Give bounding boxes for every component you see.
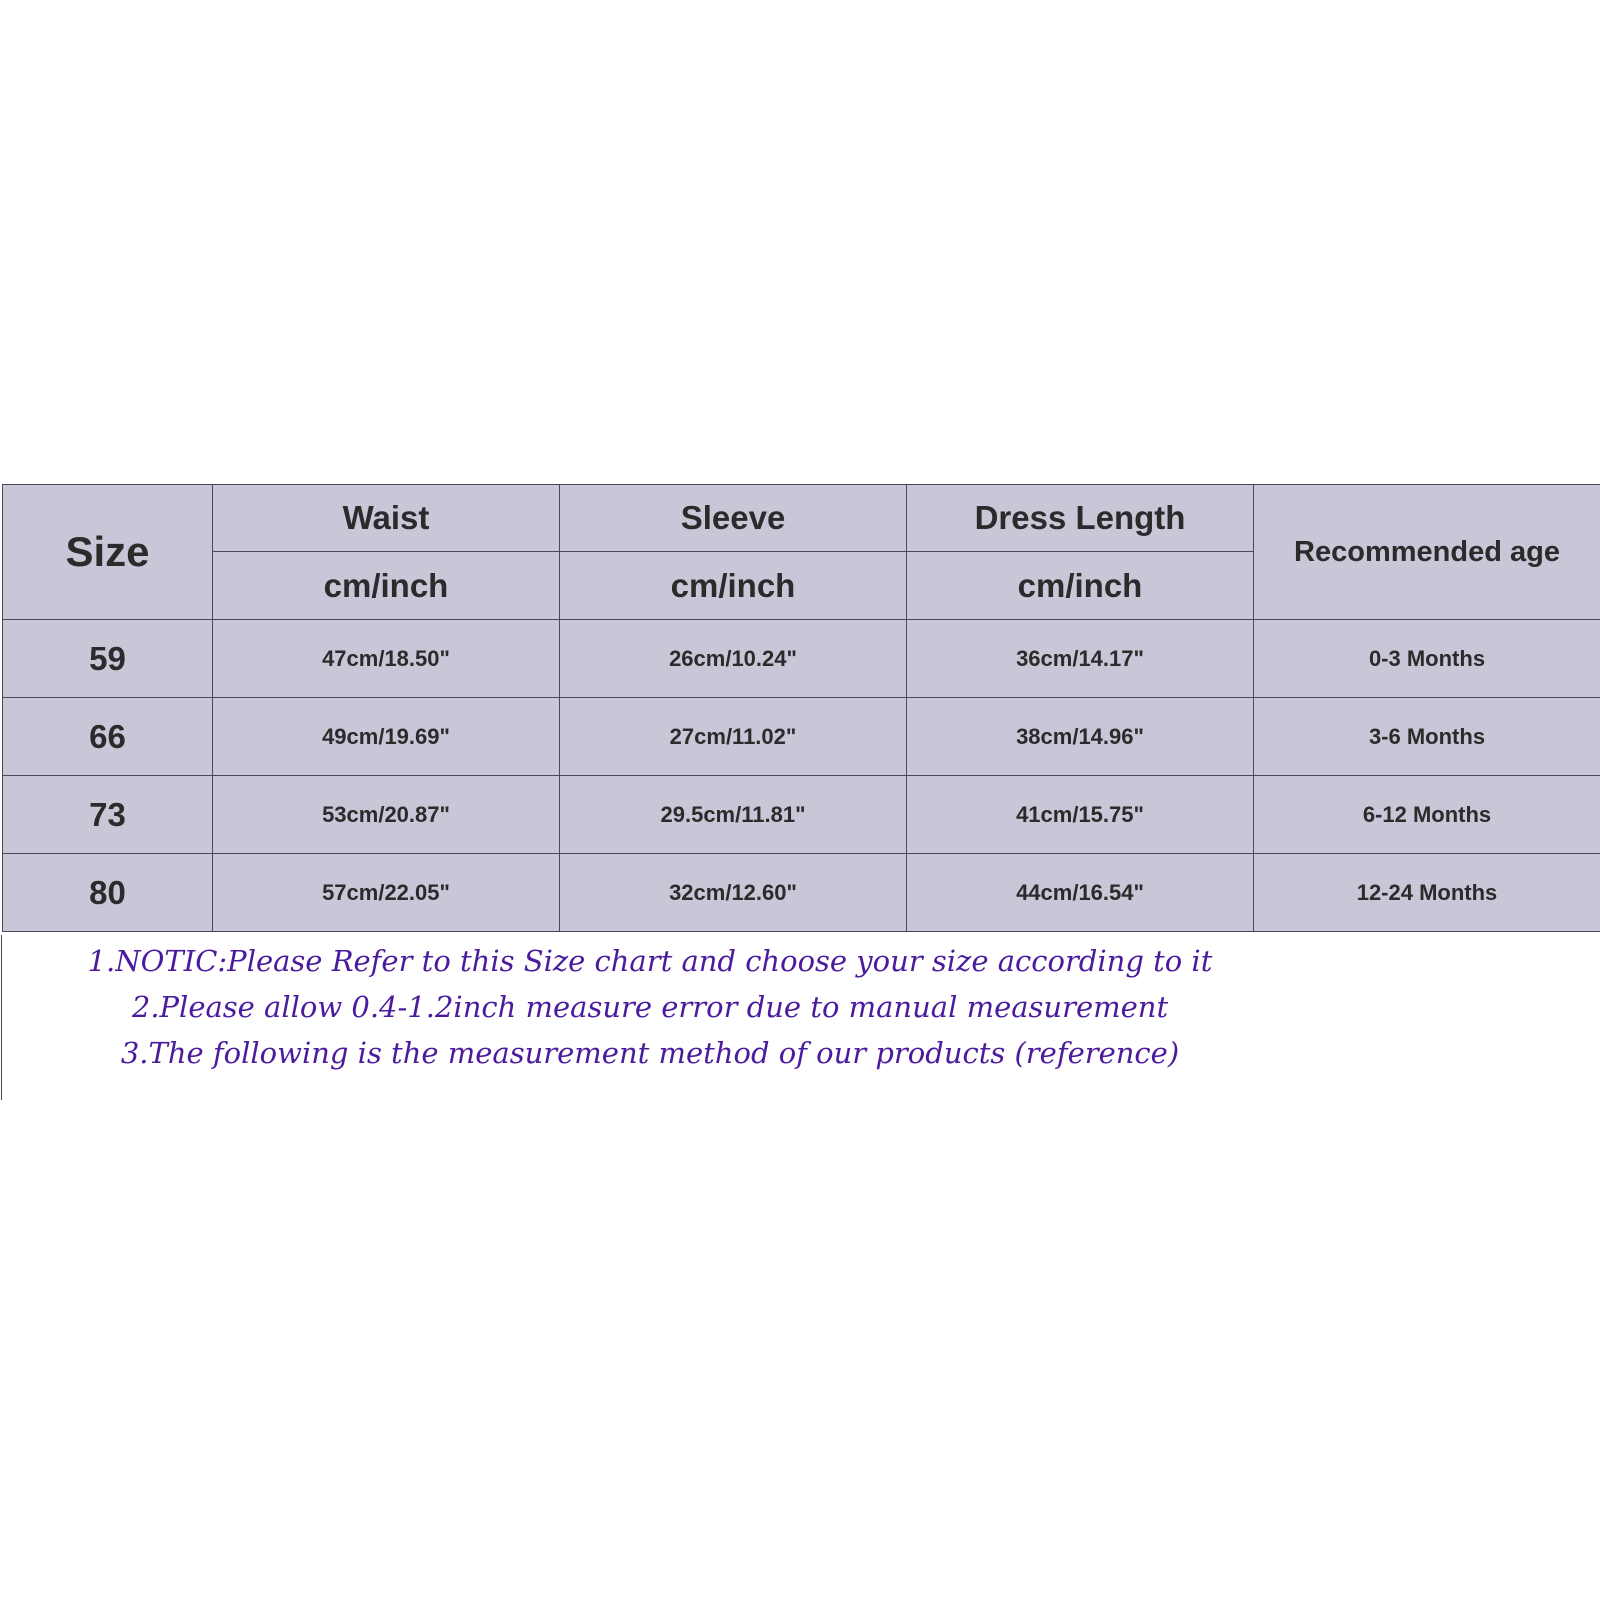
header-dress-length-unit: cm/inch xyxy=(907,552,1254,620)
table-row xyxy=(3,620,1600,698)
age-cell: 3-6 Months xyxy=(1254,698,1600,776)
waist-cell: 47cm/18.50" xyxy=(213,620,560,698)
size-cell: 66 xyxy=(3,698,213,776)
header-waist-unit: cm/inch xyxy=(213,552,560,620)
header-sleeve-unit: cm/inch xyxy=(560,552,907,620)
header-sleeve: Sleeve xyxy=(560,485,907,552)
header-row xyxy=(3,485,1600,552)
dress-length-cell: 38cm/14.96" xyxy=(907,698,1254,776)
table-row xyxy=(3,854,1600,932)
dress-length-cell: 36cm/14.17" xyxy=(907,620,1254,698)
size-notes xyxy=(0,938,1300,1076)
size-table xyxy=(2,484,1600,932)
age-cell: 6-12 Months xyxy=(1254,776,1600,854)
header-waist: Waist xyxy=(213,485,560,552)
sleeve-cell: 32cm/12.60" xyxy=(560,854,907,932)
size-cell: 80 xyxy=(3,854,213,932)
age-cell: 12-24 Months xyxy=(1254,854,1600,932)
waist-cell: 57cm/22.05" xyxy=(213,854,560,932)
waist-cell: 53cm/20.87" xyxy=(213,776,560,854)
sleeve-cell: 26cm/10.24" xyxy=(560,620,907,698)
note-line-2: 2.Please allow 0.4-1.2inch measure error due to manual measurement xyxy=(131,990,1169,1024)
dress-length-cell: 41cm/15.75" xyxy=(907,776,1254,854)
note-line-3: 3.The following is the measurement method of our products (reference) xyxy=(120,1036,1180,1070)
age-cell: 0-3 Months xyxy=(1254,620,1600,698)
table-row xyxy=(3,776,1600,854)
size-cell: 59 xyxy=(3,620,213,698)
size-chart xyxy=(2,484,1600,932)
header-size: Size xyxy=(3,485,213,620)
note-line-1: 1.NOTIC:Please Refer to this Size chart and choose your size according to it xyxy=(87,944,1213,978)
waist-cell: 49cm/19.69" xyxy=(213,698,560,776)
sleeve-cell: 27cm/11.02" xyxy=(560,698,907,776)
size-cell: 73 xyxy=(3,776,213,854)
header-dress-length: Dress Length xyxy=(907,485,1254,552)
dress-length-cell: 44cm/16.54" xyxy=(907,854,1254,932)
sleeve-cell: 29.5cm/11.81" xyxy=(560,776,907,854)
header-recommended-age: Recommended age xyxy=(1254,485,1600,620)
table-row xyxy=(3,698,1600,776)
